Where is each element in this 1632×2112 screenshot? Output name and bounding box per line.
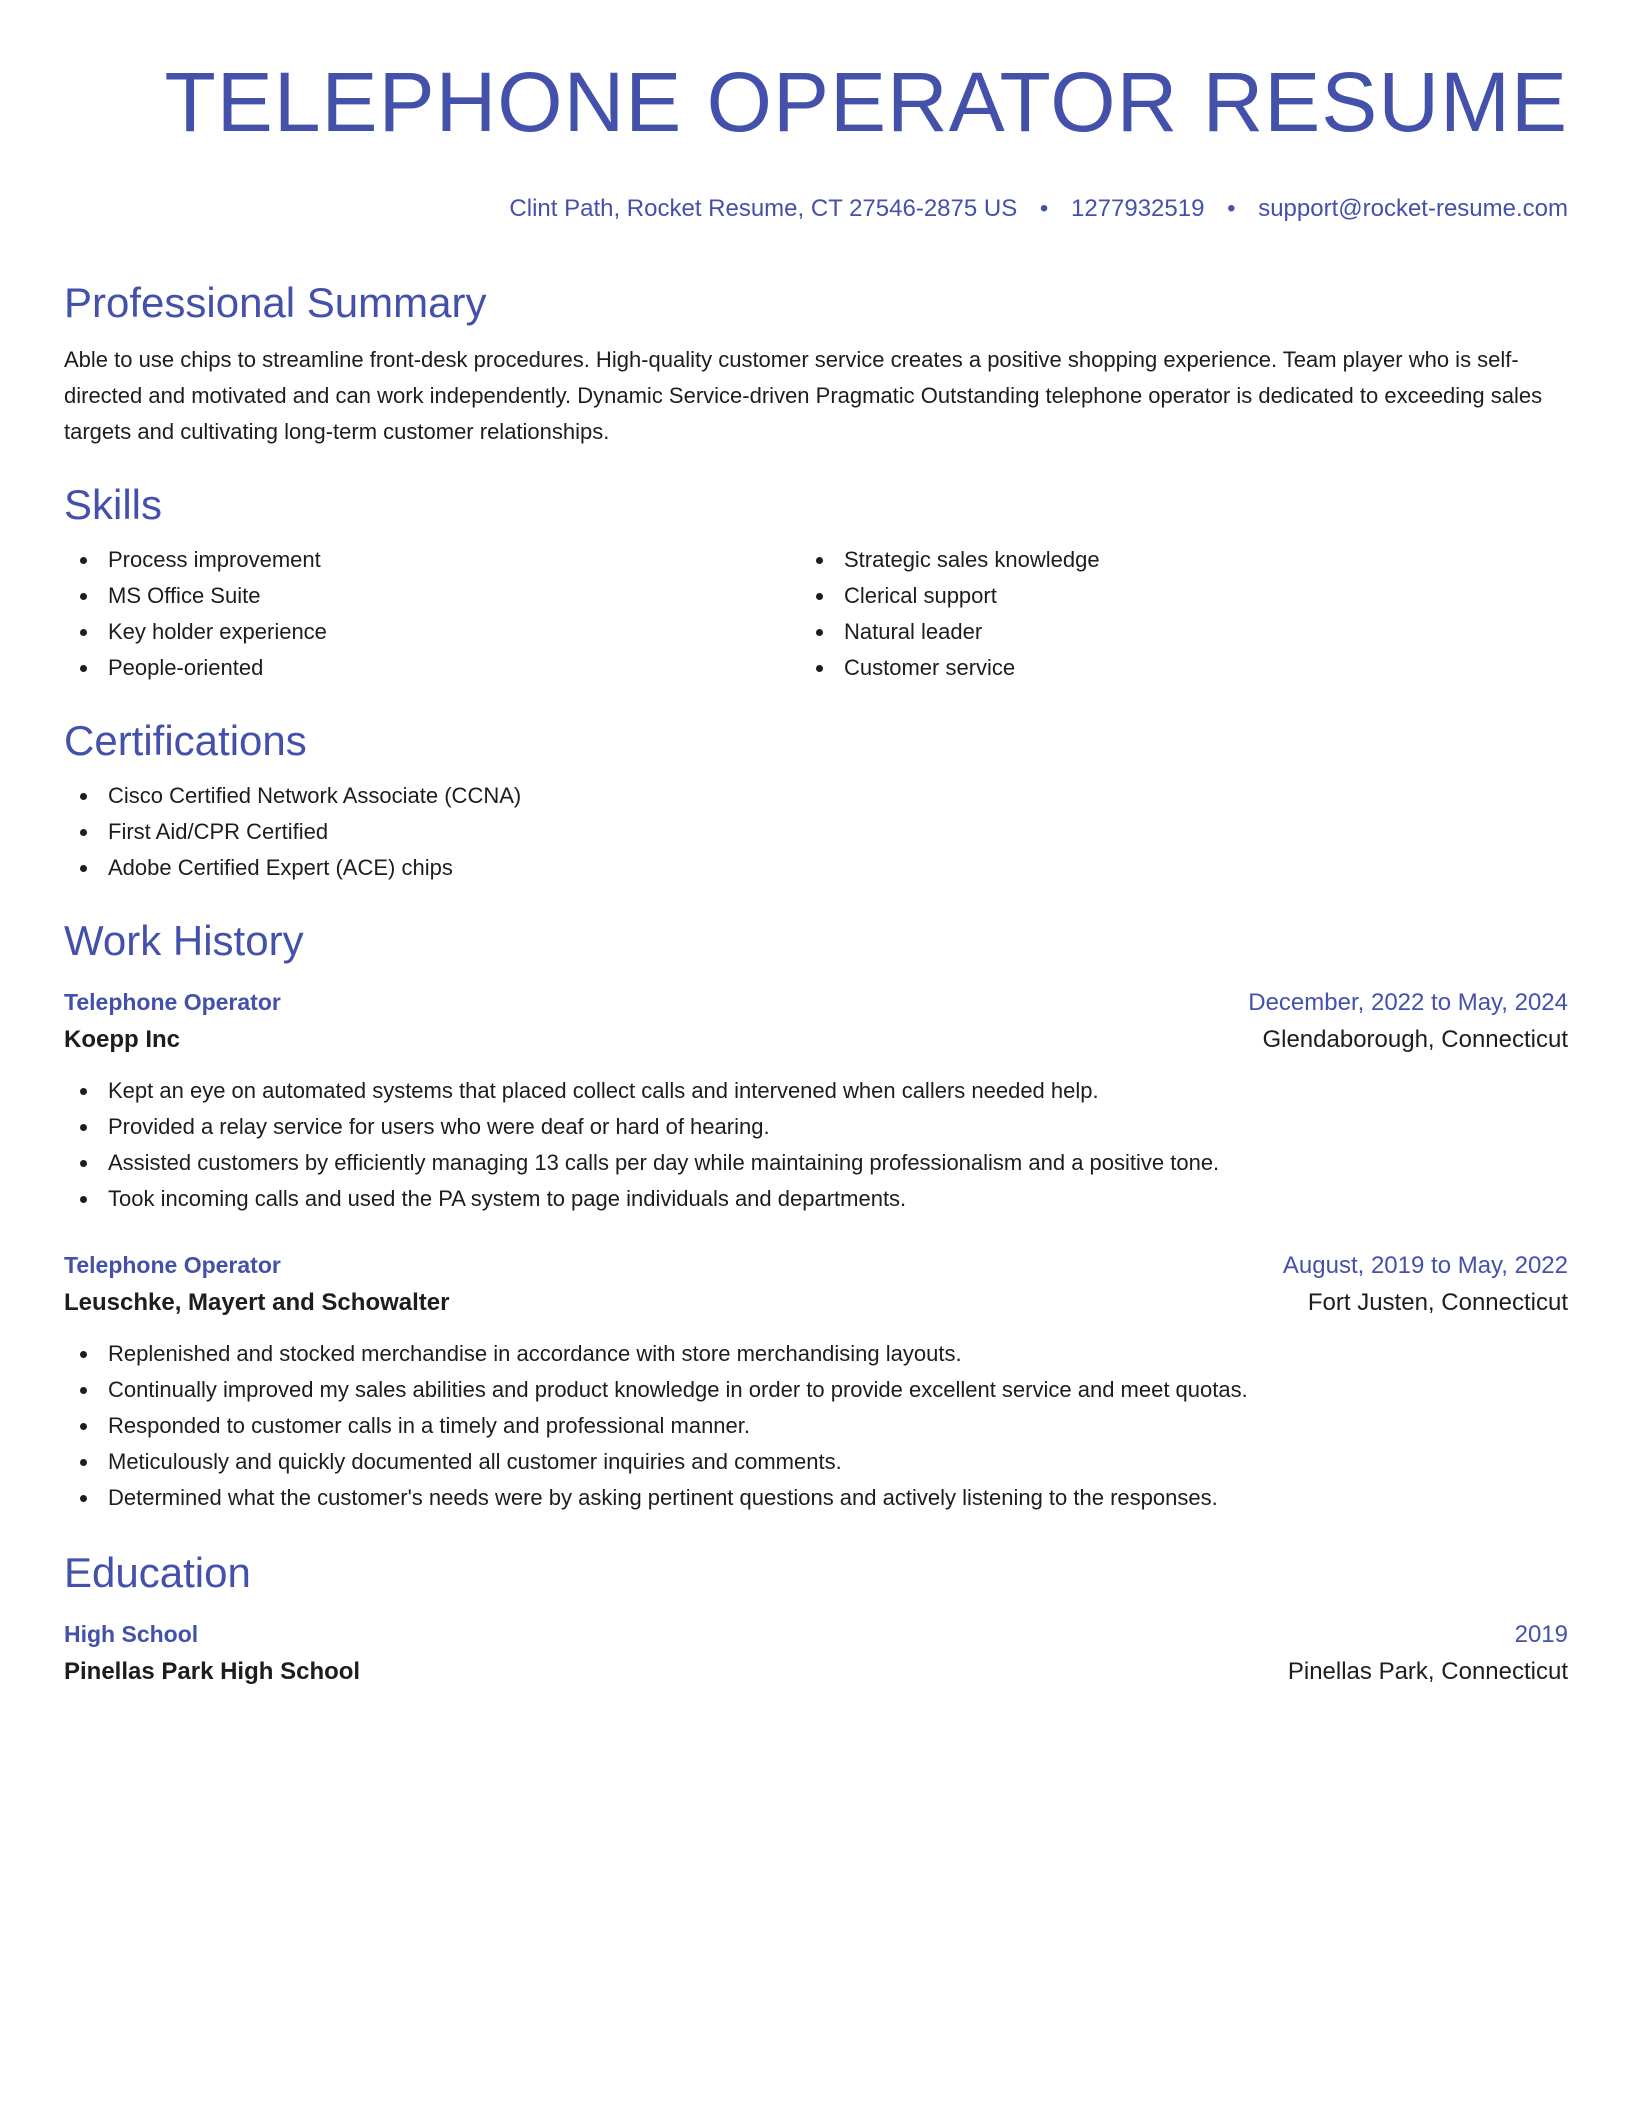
job-duty-text: Meticulously and quickly documented all customer inquiries and comments. [108, 1449, 842, 1474]
education-section [64, 1548, 1568, 1691]
certification-item [64, 814, 1568, 850]
skill-label: Natural leader [844, 619, 983, 644]
job-company: Leuschke, Mayert and Schowalter [64, 1289, 450, 1316]
skills-list-left [64, 542, 800, 686]
certifications-section [64, 716, 1568, 886]
job-company-row [64, 1021, 1568, 1059]
skill-label: Customer service [844, 655, 1016, 680]
contact-address: Clint Path, Rocket Resume, CT 27546-2875 US [509, 195, 1018, 222]
skill-item [800, 650, 1536, 686]
skills-grid [64, 542, 1568, 686]
job-company: Koepp Inc [64, 1026, 181, 1053]
bullet-dot [816, 629, 823, 636]
job-duty-item [64, 1109, 1568, 1145]
work-history-section [64, 916, 1568, 1516]
skill-label: People-oriented [108, 655, 264, 680]
bullet-dot [80, 829, 87, 836]
bullet-dot [80, 793, 87, 800]
skills-section [64, 480, 1568, 686]
job-duty-text: Continually improved my sales abilities and product knowledge in order to provide excellent service and meet quotas. [108, 1377, 1248, 1402]
skill-item [800, 578, 1536, 614]
bullet-dot [80, 629, 87, 636]
section-title-summary: Professional Summary [64, 279, 487, 326]
job-duty-text: Took incoming calls and used the PA system to page individuals and departments. [108, 1186, 907, 1211]
bullet-dot [80, 1387, 87, 1394]
job-duty-item [64, 1145, 1568, 1181]
resume-header [64, 52, 1568, 224]
skill-label: MS Office Suite [108, 583, 261, 608]
education-entry [64, 1616, 1568, 1691]
bullet-dot [816, 557, 823, 564]
job-duty-item [64, 1408, 1568, 1444]
job-duty-text: Responded to customer calls in a timely and professional manner. [108, 1413, 751, 1438]
bullet-dot [80, 1459, 87, 1466]
bullet-dot [80, 557, 87, 564]
skills-list-right [800, 542, 1536, 686]
section-title-education: Education [64, 1549, 251, 1596]
job-location: Glendaborough, Connecticut [1262, 1026, 1568, 1053]
job-duty-item [64, 1444, 1568, 1480]
contact-phone: 1277932519 [1070, 195, 1205, 222]
bullet-dot [80, 665, 87, 672]
education-school-row [64, 1653, 1568, 1691]
bullet-dot [816, 665, 823, 672]
bullet-dot [80, 1495, 87, 1502]
job-dates: December, 2022 to May, 2024 [1248, 989, 1568, 1016]
skill-item [64, 614, 800, 650]
skill-item [800, 542, 1536, 578]
education-location: Pinellas Park, Connecticut [1287, 1658, 1568, 1685]
bullet-dot [80, 1088, 87, 1095]
education-degree: High School [64, 1621, 199, 1647]
job-duties-list [64, 1073, 1568, 1217]
job-duty-text: Replenished and stocked merchandise in accordance with store merchandising layouts. [108, 1341, 962, 1366]
resume-title: TELEPHONE OPERATOR RESUME [164, 55, 1568, 149]
job-header-row [64, 984, 1568, 1021]
certification-label: First Aid/CPR Certified [108, 819, 329, 844]
job-duty-item [64, 1372, 1568, 1408]
skill-label: Clerical support [844, 583, 997, 608]
job-duty-item [64, 1181, 1568, 1217]
job-dates: August, 2019 to May, 2022 [1282, 1252, 1568, 1279]
contact-line [64, 194, 1568, 224]
job-title: Telephone Operator [64, 989, 281, 1015]
summary-text: Able to use chips to streamline front-desk procedures. High-quality customer service creates a positive shopping experience. Team player who is self-directed and motivated and can work independently. Dynamic Service-driven Pragmatic Outstanding telephone operator is dedicated to exceeding sales targets and cultivating long-term customer relationships. [64, 347, 1543, 444]
skill-item [64, 578, 800, 614]
bullet-dot [816, 593, 823, 600]
job-duty-item [64, 1480, 1568, 1516]
job-title: Telephone Operator [64, 1252, 281, 1278]
skill-item [800, 614, 1536, 650]
job-duties-list [64, 1336, 1568, 1516]
section-title-work-history: Work History [64, 917, 304, 964]
job-entry [64, 1247, 1568, 1516]
contact-separator: • [1039, 195, 1049, 222]
skill-label: Strategic sales knowledge [844, 547, 1100, 572]
job-duty-item [64, 1336, 1568, 1372]
bullet-dot [80, 1124, 87, 1131]
certifications-list [64, 778, 1568, 886]
education-school: Pinellas Park High School [64, 1658, 361, 1685]
job-duty-text: Assisted customers by efficiently managing 13 calls per day while maintaining professionalism and a positive tone. [108, 1150, 1220, 1175]
job-header-row [64, 1247, 1568, 1284]
job-entry [64, 984, 1568, 1217]
bullet-dot [80, 593, 87, 600]
section-title-certifications: Certifications [64, 717, 307, 764]
skill-label: Key holder experience [108, 619, 327, 644]
education-header-row [64, 1616, 1568, 1653]
section-title-skills: Skills [64, 481, 163, 528]
education-year: 2019 [1514, 1621, 1568, 1648]
certification-label: Cisco Certified Network Associate (CCNA) [108, 783, 522, 808]
contact-email: support@rocket-resume.com [1258, 195, 1568, 222]
bullet-dot [80, 865, 87, 872]
bullet-dot [80, 1423, 87, 1430]
bullet-dot [80, 1160, 87, 1167]
skill-item [64, 542, 800, 578]
bullet-dot [80, 1351, 87, 1358]
job-company-row [64, 1284, 1568, 1322]
bullet-dot [80, 1196, 87, 1203]
job-duty-text: Determined what the customer's needs were by asking pertinent questions and actively listening to the responses. [108, 1485, 1218, 1510]
certification-item [64, 850, 1568, 886]
job-location: Fort Justen, Connecticut [1307, 1289, 1568, 1316]
certification-item [64, 778, 1568, 814]
summary-section [64, 278, 1568, 450]
contact-separator: • [1227, 195, 1236, 222]
job-duty-text: Kept an eye on automated systems that placed collect calls and intervened when callers needed help. [108, 1078, 1099, 1103]
job-duty-item [64, 1073, 1568, 1109]
certification-label: Adobe Certified Expert (ACE) chips [108, 855, 453, 880]
skill-label: Process improvement [108, 547, 321, 572]
job-duty-text: Provided a relay service for users who were deaf or hard of hearing. [108, 1114, 770, 1139]
skill-item [64, 650, 800, 686]
